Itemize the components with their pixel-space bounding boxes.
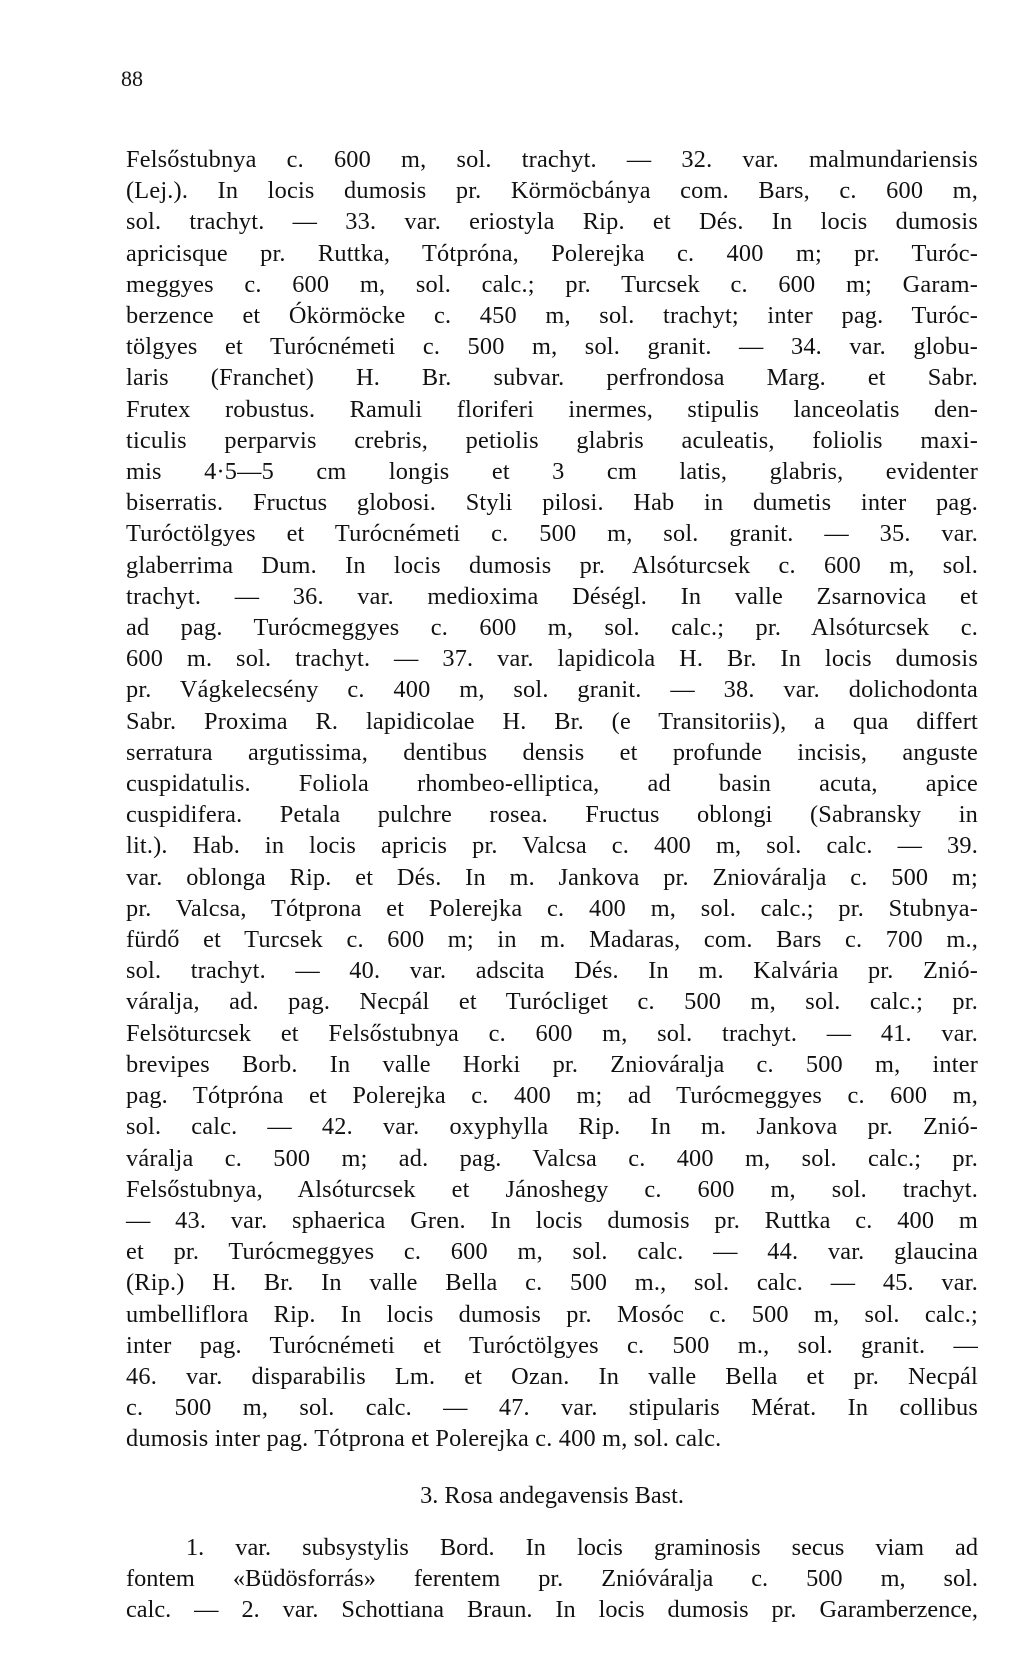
text-line: (Lej.). In locis dumosis pr. Körmöcbánya com. Bars, c. 600 m, — [126, 177, 978, 205]
text-line: sol. trachyt. — 40. var. adscita Dés. In m. Kalvária pr. Znió- — [126, 957, 978, 985]
text-line: trachyt. — 36. var. medioxima Déségl. In valle Zsarnovica et — [126, 582, 978, 610]
text-line: dumosis inter pag. Tótprona et Polerejka c. 400 m, sol. calc. — [126, 1425, 722, 1453]
section-heading: 3. Rosa andegavensis Bast. — [420, 1482, 684, 1509]
text-line: inter pag. Turócnémeti et Turóctölgyes c. 500 m., sol. granit. — — [126, 1331, 978, 1359]
text-line: sol. trachyt. — 33. var. eriostyla Rip. et Dés. In locis dumosis — [126, 208, 978, 236]
text-line: tölgyes et Turócnémeti c. 500 m, sol. granit. — 34. var. globu- — [126, 333, 978, 361]
text-line: váralja, ad. pag. Necpál et Turócliget c. 500 m, sol. calc.; pr. — [126, 988, 978, 1016]
text-line: et pr. Turócmeggyes c. 600 m, sol. calc. — 44. var. glaucina — [126, 1238, 978, 1266]
body-text — [126, 144, 978, 1455]
text-line: Frutex robustus. Ramuli floriferi inermes, stipulis lanceolatis den- — [126, 395, 978, 423]
text-line: calc. — 2. var. Schottiana Braun. In locis dumosis pr. Garamberzence, — [126, 1596, 978, 1624]
text-line: pr. Vágkelecsény c. 400 m, sol. granit. — 38. var. dolichodonta — [126, 676, 978, 704]
text-line: serratura argutissima, dentibus densis et profunde incisis, anguste — [126, 738, 978, 766]
text-line: berzence et Ókörmöcke c. 450 m, sol. trachyt; inter pag. Turóc- — [126, 302, 978, 330]
text-line: umbelliflora Rip. In locis dumosis pr. Mosóc c. 500 m, sol. calc.; — [126, 1300, 978, 1328]
text-line: fontem «Büdösforrás» ferentem pr. Znióváralja c. 500 m, sol. — [126, 1565, 978, 1593]
text-line: brevipes Borb. In valle Horki pr. Zniováralja c. 500 m, inter — [126, 1050, 978, 1078]
text-line: laris (Franchet) H. Br. subvar. perfrondosa Marg. et Sabr. — [126, 364, 978, 392]
section-body — [126, 1532, 978, 1626]
text-line: cuspidifera. Petala pulchre rosea. Fructus oblongi (Sabransky in — [126, 801, 978, 829]
text-line: pr. Valcsa, Tótprona et Polerejka c. 400 m, sol. calc.; pr. Stubnya- — [126, 894, 978, 922]
text-line: c. 500 m, sol. calc. — 47. var. stipularis Mérat. In collibus — [126, 1394, 978, 1422]
text-line: 1. var. subsystylis Bord. In locis graminosis secus viam ad — [186, 1534, 978, 1561]
text-line: biserratis. Fructus globosi. Styli pilosi. Hab in dumetis inter pag. — [126, 489, 978, 517]
text-line: ticulis perparvis crebris, petiolis glabris aculeatis, foliolis maxi- — [126, 426, 978, 454]
text-line: 46. var. disparabilis Lm. et Ozan. In valle Bella et pr. Necpál — [126, 1362, 978, 1390]
text-line: Felsöturcsek et Felsőstubnya c. 600 m, sol. trachyt. — 41. var. — [126, 1019, 978, 1047]
text-line: (Rip.) H. Br. In valle Bella c. 500 m., sol. calc. — 45. var. — [126, 1269, 978, 1297]
page-number: 88 — [121, 66, 143, 91]
text-line: ad pag. Turócmeggyes c. 600 m, sol. calc.; pr. Alsóturcsek c. — [126, 614, 978, 642]
text-line: Turóctölgyes et Turócnémeti c. 500 m, sol. granit. — 35. var. — [126, 520, 978, 548]
text-line: var. oblonga Rip. et Dés. In m. Jankova pr. Zniováralja c. 500 m; — [126, 863, 978, 891]
text-line: sol. calc. — 42. var. oxyphylla Rip. In m. Jankova pr. Znió- — [126, 1113, 978, 1141]
text-line: Sabr. Proxima R. lapidicolae H. Br. (e Transitoriis), a qua differt — [126, 707, 978, 735]
text-line: apricisque pr. Ruttka, Tótpróna, Polerejka c. 400 m; pr. Turóc- — [126, 239, 978, 267]
text-line: pag. Tótpróna et Polerejka c. 400 m; ad Turócmeggyes c. 600 m, — [126, 1082, 978, 1110]
text-line: Felsőstubnya c. 600 m, sol. trachyt. — 32. var. malmundariensis — [126, 146, 978, 173]
text-line: meggyes c. 600 m, sol. calc.; pr. Turcsek c. 600 m; Garam- — [126, 270, 978, 298]
text-line: 600 m. sol. trachyt. — 37. var. lapidicola H. Br. In locis dumosis — [126, 645, 978, 673]
text-line: váralja c. 500 m; ad. pag. Valcsa c. 400 m, sol. calc.; pr. — [126, 1144, 978, 1172]
text-line: fürdő et Turcsek c. 600 m; in m. Madaras, com. Bars c. 700 m., — [126, 926, 978, 954]
text-line: lit.). Hab. in locis apricis pr. Valcsa c. 400 m, sol. calc. — 39. — [126, 832, 978, 860]
text-line: Felsőstubnya, Alsóturcsek et Jánoshegy c. 600 m, sol. trachyt. — [126, 1175, 978, 1203]
text-line: mis 4·5—5 cm longis et 3 cm latis, glabris, evidenter — [126, 458, 978, 486]
text-line: glaberrima Dum. In locis dumosis pr. Alsóturcsek c. 600 m, sol. — [126, 551, 978, 579]
text-line: cuspidatulis. Foliola rhombeo-elliptica, ad basin acuta, apice — [126, 770, 978, 798]
text-line: — 43. var. sphaerica Gren. In locis dumosis pr. Ruttka c. 400 m — [126, 1206, 978, 1234]
